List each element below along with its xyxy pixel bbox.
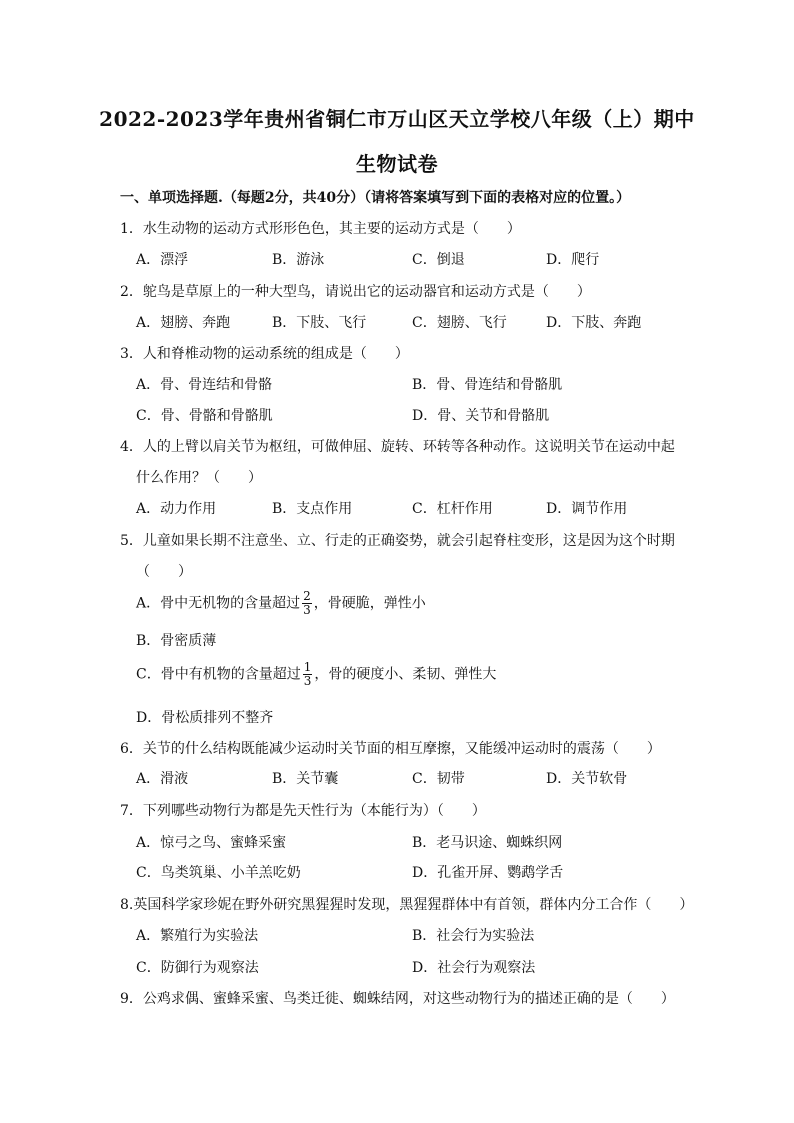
- fraction-denominator: 3: [303, 603, 311, 617]
- fraction-numerator: 1: [303, 660, 312, 674]
- q8-option-c: C．防御行为观察法: [136, 960, 259, 976]
- q5-option-a: [136, 590, 426, 617]
- q1-option-b: B．游泳: [272, 252, 325, 268]
- fraction-numerator: 2: [303, 589, 311, 603]
- q3-option-d: D．骨、关节和骨骼肌: [412, 408, 550, 424]
- q3-option-a: A．骨、骨连结和骨骼: [136, 377, 273, 393]
- q4-option-a: A．动力作用: [136, 501, 217, 517]
- q8-option-d: D．社会行为观察法: [412, 960, 536, 976]
- q2-option-b: B．下肢、飞行: [272, 315, 367, 331]
- question-2-stem: 2．鸵鸟是草原上的一种大型鸟，请说出它的运动器官和运动方式是（ ）: [120, 284, 591, 300]
- q5-option-c-text-post: ，骨的硬度小、柔韧、弹性大: [314, 666, 497, 683]
- q8-option-b: B．社会行为实验法: [412, 928, 535, 944]
- question-7-stem: 7．下列哪些动物行为都是先天性行为（本能行为）（ ）: [120, 803, 486, 819]
- question-8-stem: 8.英国科学家珍妮在野外研究黑猩猩时发现，黑猩猩群体中有首领，群体内分工合作（ ）: [120, 897, 694, 913]
- q3-option-b: B．骨、骨连结和骨骼肌: [412, 377, 563, 393]
- fraction-one-third: [303, 661, 313, 688]
- q3-option-c: C．骨、骨骼和骨骼肌: [136, 408, 273, 424]
- q5-option-a-text-pre: A．骨中无机物的含量超过: [136, 595, 301, 612]
- q8-option-a: A．繁殖行为实验法: [136, 928, 259, 944]
- question-5-stem-line2: （ ）: [136, 564, 192, 580]
- q6-option-a: A．滑液: [136, 771, 189, 787]
- q7-option-d: D．孔雀开屏、鹦鹉学舌: [412, 865, 564, 881]
- q6-option-c: C．韧带: [412, 771, 465, 787]
- q4-option-c: C．杠杆作用: [412, 501, 493, 517]
- q4-option-d: D．调节作用: [546, 501, 628, 517]
- q5-option-d: D．骨松质排列不整齐: [136, 710, 274, 726]
- q1-option-d: D．爬行: [546, 252, 600, 268]
- q5-option-b: B．骨密质薄: [136, 633, 217, 649]
- q6-option-d: D．关节软骨: [546, 771, 628, 787]
- question-9-stem: 9．公鸡求偶、蜜蜂采蜜、鸟类迁徙、蜘蛛结网，对这些动物行为的描述正确的是（ ）: [120, 991, 675, 1007]
- question-1-stem: 1．水生动物的运动方式形形色色，其主要的运动方式是（ ）: [120, 221, 521, 237]
- question-6-stem: 6．关节的什么结构既能减少运动时关节面的相互摩擦，又能缓冲运动时的震荡（ ）: [120, 741, 661, 757]
- question-5-stem-line1: 5．儿童如果长期不注意坐、立、行走的正确姿势，就会引起脊柱变形，这是因为这个时期: [120, 533, 675, 549]
- question-4-stem-line2: 什么作用？（ ）: [136, 470, 262, 486]
- question-3-stem: 3．人和脊椎动物的运动系统的组成是（ ）: [120, 346, 409, 362]
- q5-option-c: [136, 661, 496, 688]
- exam-title-line2: 生物试卷: [356, 152, 438, 176]
- fraction-denominator: 3: [303, 674, 312, 688]
- q5-option-c-text-pre: C．骨中有机物的含量超过: [136, 666, 301, 683]
- q7-option-b: B．老马识途、蜘蛛织网: [412, 835, 563, 851]
- q2-option-d: D．下肢、奔跑: [546, 315, 642, 331]
- exam-title-line1: 2022-2023学年贵州省铜仁市万山区天立学校八年级（上）期中: [99, 107, 695, 131]
- q7-option-a: A．惊弓之鸟、蜜蜂采蜜: [136, 835, 287, 851]
- q4-option-b: B．支点作用: [272, 501, 353, 517]
- q1-option-c: C．倒退: [412, 252, 465, 268]
- fraction-two-thirds: [302, 590, 312, 617]
- q6-option-b: B．关节囊: [272, 771, 339, 787]
- section-heading: 一、单项选择题.（每题2分，共40分）（请将答案填写到下面的表格对应的位置。）: [120, 190, 631, 206]
- q2-option-a: A．翅膀、奔跑: [136, 315, 231, 331]
- question-4-stem-line1: 4．人的上臂以肩关节为枢纽，可做伸屈、旋转、环转等各种动作。这说明关节在运动中起: [120, 439, 675, 455]
- q2-option-c: C．翅膀、飞行: [412, 315, 507, 331]
- q5-option-a-text-post: ，骨硬脆，弹性小: [313, 595, 426, 612]
- q7-option-c: C．鸟类筑巢、小羊羔吃奶: [136, 865, 301, 881]
- q1-option-a: A．漂浮: [136, 252, 189, 268]
